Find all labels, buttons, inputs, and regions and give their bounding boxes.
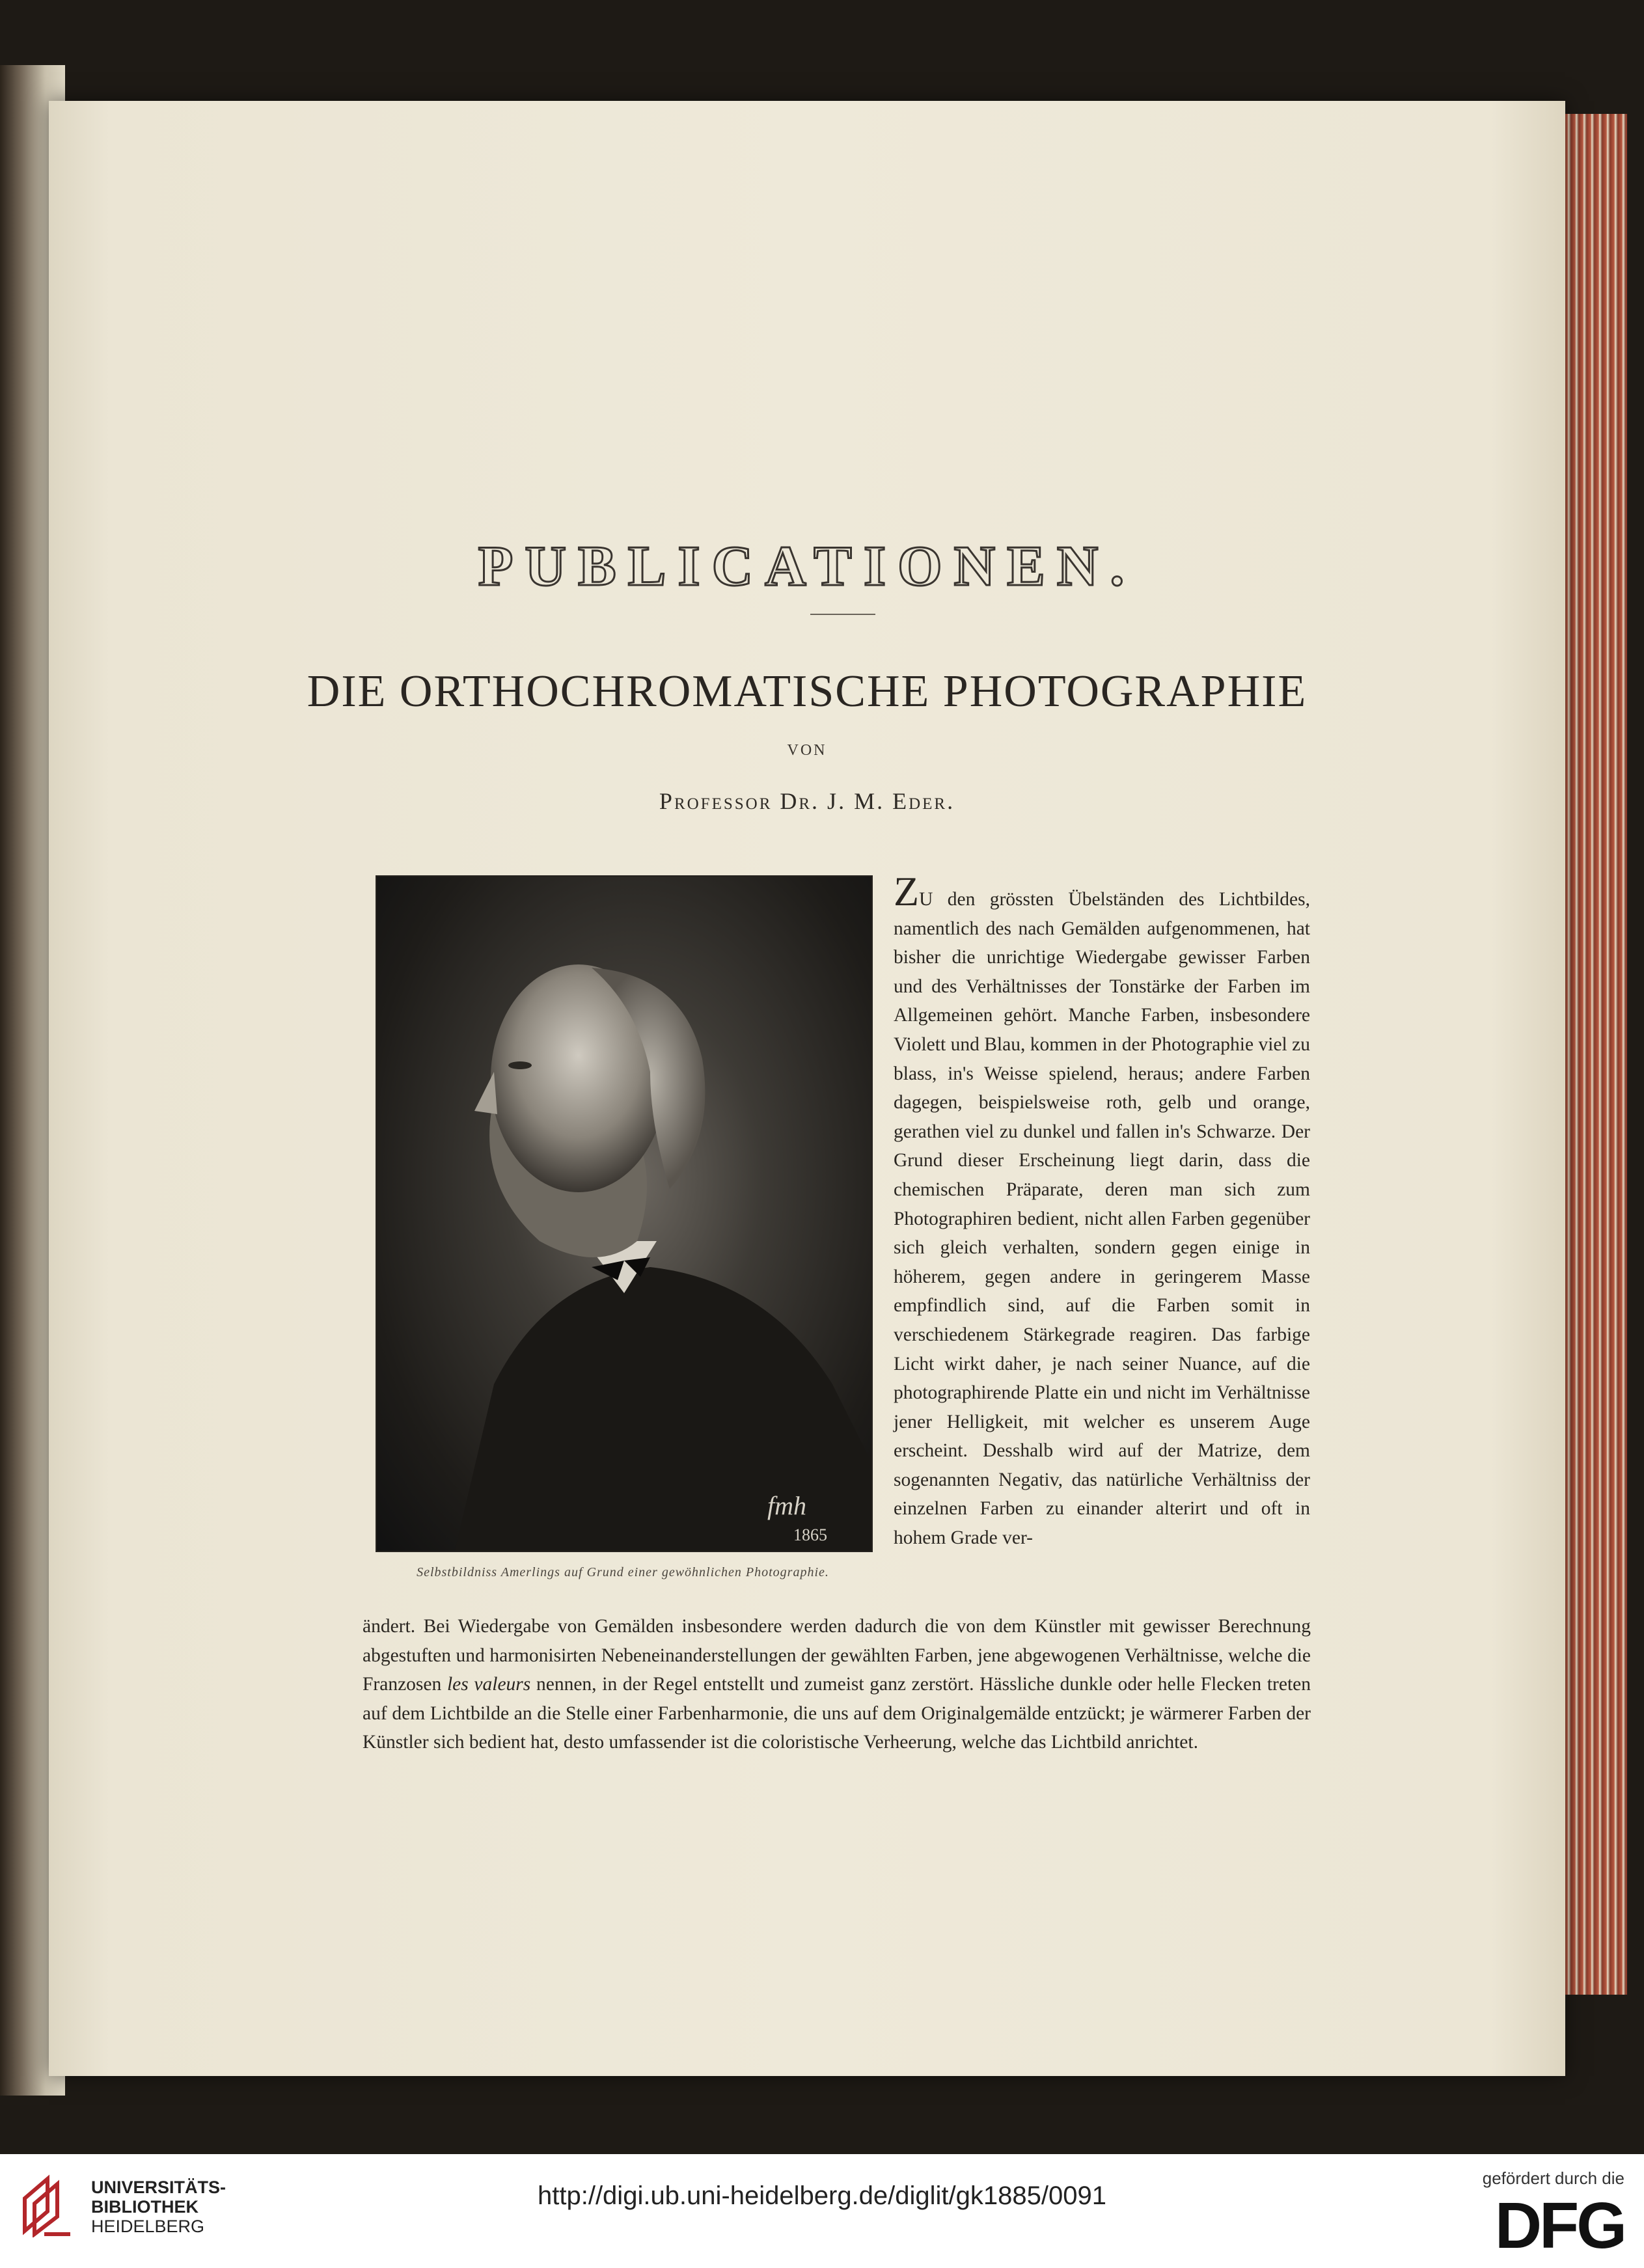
full-width-paragraph <box>363 1612 1311 1757</box>
library-name-line2: BIBLIOTHEK <box>91 2197 199 2217</box>
svg-text:fmh: fmh <box>767 1491 806 1520</box>
portrait-engraving <box>376 875 873 1552</box>
column-body: den grössten Übelständen des Lichtbildes, namentlich des nach Gemälden aufgenommenen, hat bisher die unrichtige Wiedergabe gewisser Farben und des Verhältnisses der Tonstärke der Farben im Allgemeinen gehört. Manche Farben, insbesondere Violett und Blau, kommen in der Photographie viel zu blass, in's Weisse spielend, heraus; andere Farben dagegen, beispielsweise roth, gelb und orange, gerathen viel zu dunkel und fallen in's Schwarze. Der Grund dieser Erscheinung liegt darin, dass die chemischen Präparate, deren man sich zum Photographiren bedient, nicht allen Farben gegenüber sich gleich verhalten, sondern gegen einige in höherem, gegen andere in geringerem Masse empfindlich sind, auf die Farben somit in verschiedenem Stärkegrade reagiren. Das farbige Licht wirkt daher, je nach seiner Nuance, auf die photographirende Platte ein und nicht im Verhältnisse jener Helligkeit, mit welcher es unserem Auge erscheint. Desshalb wird auf der Matrize, dem sogenannten Negativ, das natürliche Verhältniss der einzelnen Farben zu einander alterirt und oft in hohem Grade ver- <box>894 889 1310 1549</box>
article-title: DIE ORTHOCHROMATISCHE PHOTOGRAPHIE <box>307 666 1308 717</box>
heading-divider <box>810 614 875 615</box>
drop-cap: Z <box>894 868 920 914</box>
column-paragraph <box>894 868 1310 1553</box>
page-stack-edge <box>1555 114 1627 1995</box>
permalink-url[interactable]: http://digi.ub.uni-heidelberg.de/diglit/gk1885/0091 <box>538 2181 1106 2210</box>
funding-label: gefördert durch die <box>1482 2168 1624 2188</box>
library-name-line3: HEIDELBERG <box>91 2217 205 2236</box>
article-author: Professor Dr. J. M. Eder. <box>659 788 955 814</box>
figure-caption: Selbstbildniss Amerlings auf Grund einer gewöhnlichen Photographie. <box>417 1565 829 1579</box>
italic-phrase: les valeurs <box>446 1674 531 1695</box>
book-page <box>49 101 1565 2076</box>
library-name-line1: UNIVERSITÄTS- <box>91 2178 226 2197</box>
paragraph-part-1: ändert. Bei Wiedergabe von Gemälden insbesondere werden dadurch die von dem Künstler mit gewisser Berechnung abgestuften und harmonisirten Nebeneinanderstellungen der gewählten Farben, jene abgewogenen Verhältnisse, welche die Franzosen <box>363 1616 1311 1695</box>
viewer-footer <box>0 2154 1644 2268</box>
svg-text:1865: 1865 <box>793 1525 827 1544</box>
dfg-logo[interactable]: DFG <box>1494 2189 1624 2262</box>
portrait-figure <box>377 877 871 1551</box>
drop-cap-rest: U <box>919 889 933 910</box>
byline-von: VON <box>787 742 827 759</box>
paragraph-part-2: nennen, in der Regel entstellt und zumeist ganz zerstört. Hässliche dunkle oder helle Flecken treten auf dem Lichtbilde an die Stelle einer Farbenharmonie, die uns auf dem Originalgemälde entzückt; je wärmerer Farben der Künstler sich bedient hat, desto umfassender ist die coloristische Verheerung, welche das Lichtbild anrichtet. <box>363 1674 1311 1753</box>
section-heading: PUBLICATIONEN. <box>478 535 1136 598</box>
